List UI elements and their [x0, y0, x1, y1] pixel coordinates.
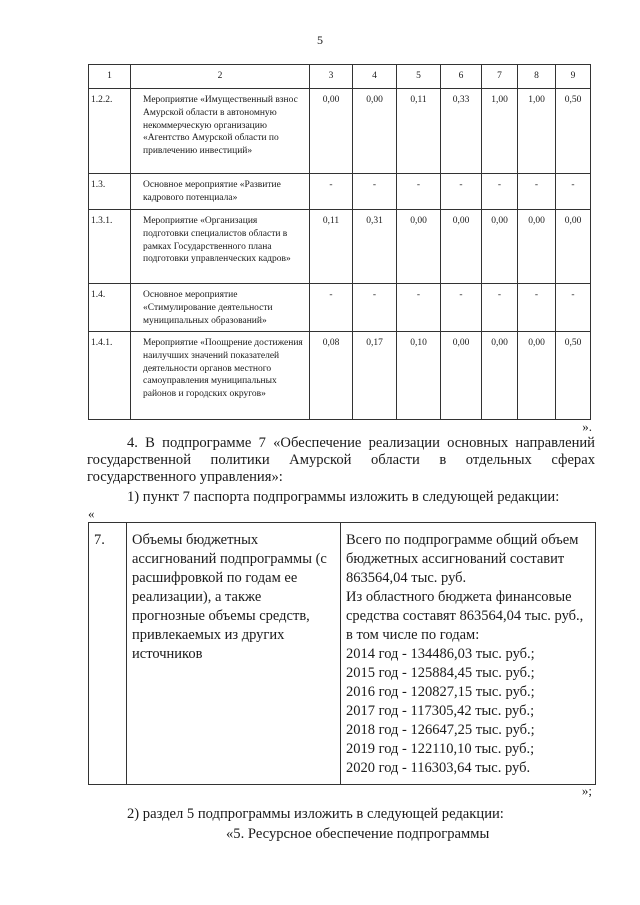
value-cell: - [310, 174, 353, 210]
row-name: Мероприятие «Поощрение достижения наилучших значений показателей деятельности органов местного самоуправления муниципальных районов и городских округов» [131, 332, 310, 420]
indicators-table [88, 64, 591, 420]
page-number: 5 [317, 33, 323, 47]
value-cell: 1,00 [518, 89, 556, 174]
row-code: 1.4. [89, 284, 131, 332]
value-cell: 0,11 [310, 210, 353, 284]
header-cell: 9 [556, 65, 591, 89]
year-line: 2018 год - 126647,25 тыс. руб.; [346, 722, 535, 738]
value-cell: 0,00 [353, 89, 397, 174]
paragraph-subprogram-7: 4. В подпрограмме 7 «Обеспечение реализации основных направлений государственной политики Амурской области в отдельных сферах государственного управления»: [87, 435, 595, 485]
row-name: Мероприятие «Организация подготовки специалистов области в рамках Государственного плана подготовки управленческих кадров» [131, 210, 310, 284]
passport-table [88, 522, 596, 785]
value-cell: - [441, 174, 482, 210]
row-name: Основное мероприятие «Развитие кадрового потенциала» [131, 174, 310, 210]
year-line: 2019 год - 122110,10 тыс. руб.; [346, 741, 535, 757]
value-cell: 0,31 [353, 210, 397, 284]
value-cell: 0,17 [353, 332, 397, 420]
value-cell: - [482, 284, 518, 332]
regional-budget-text: Из областного бюджета финансовые средства составят 863564,04 тыс. руб., в том числе по годам: [346, 589, 584, 643]
value-cell: - [556, 284, 591, 332]
header-cell: 3 [310, 65, 353, 89]
table-header-row [89, 65, 591, 89]
row-name: Основное мероприятие «Стимулирование деятельности муниципальных образований» [131, 284, 310, 332]
value-cell: 0,00 [518, 332, 556, 420]
year-line: 2015 год - 125884,45 тыс. руб.; [346, 665, 535, 681]
section-5-heading: «5. Ресурсное обеспечение подпрограммы [226, 826, 490, 842]
value-cell: - [310, 284, 353, 332]
value-cell: - [518, 174, 556, 210]
value-cell: 0,08 [310, 332, 353, 420]
year-line: 2016 год - 120827,15 тыс. руб.; [346, 684, 535, 700]
closing-quote: ». [582, 419, 592, 434]
value-cell: 0,33 [441, 89, 482, 174]
header-cell: 8 [518, 65, 556, 89]
value-cell: - [353, 174, 397, 210]
value-cell: 0,00 [310, 89, 353, 174]
year-line: 2020 год - 116303,64 тыс. руб. [346, 760, 531, 776]
value-cell: 0,10 [397, 332, 441, 420]
header-cell: 5 [397, 65, 441, 89]
value-cell: 0,00 [482, 332, 518, 420]
paragraph-item-2: 2) раздел 5 подпрограммы изложить в следующей редакции: [127, 806, 504, 822]
row-name: Мероприятие «Имущественный взнос Амурской области в автономную некоммерческую организацию «Агентство Амурской области по привлечению инвестиций» [131, 89, 310, 174]
year-line: 2014 год - 134486,03 тыс. руб.; [346, 646, 535, 662]
value-cell: 0,00 [518, 210, 556, 284]
value-cell: 1,00 [482, 89, 518, 174]
value-cell: 0,00 [397, 210, 441, 284]
value-cell: - [397, 174, 441, 210]
value-cell: 0,11 [397, 89, 441, 174]
header-cell: 1 [89, 65, 131, 89]
header-cell: 4 [353, 65, 397, 89]
opening-quote: « [88, 506, 95, 521]
value-cell: - [556, 174, 591, 210]
row-code: 1.3.1. [89, 210, 131, 284]
item-content [341, 523, 596, 785]
value-cell: 0,00 [441, 332, 482, 420]
value-cell: 0,50 [556, 89, 591, 174]
value-cell: - [518, 284, 556, 332]
value-cell: - [353, 284, 397, 332]
header-cell: 6 [441, 65, 482, 89]
header-cell: 2 [131, 65, 310, 89]
value-cell: 0,00 [441, 210, 482, 284]
total-budget-text: Всего по подпрограмме общий объем бюджетных ассигнований составит 863564,04 тыс. руб. [346, 532, 579, 586]
value-cell: - [441, 284, 482, 332]
table-row [89, 89, 591, 174]
year-line: 2017 год - 117305,42 тыс. руб.; [346, 703, 535, 719]
header-cell: 7 [482, 65, 518, 89]
table-row [89, 332, 591, 420]
value-cell: 0,50 [556, 332, 591, 420]
item-number: 7. [89, 523, 127, 785]
table-row [89, 174, 591, 210]
table-row [89, 210, 591, 284]
table-row [89, 284, 591, 332]
row-code: 1.2.2. [89, 89, 131, 174]
value-cell: - [397, 284, 441, 332]
row-code: 1.3. [89, 174, 131, 210]
value-cell: 0,00 [556, 210, 591, 284]
closing-quote: »; [581, 783, 592, 798]
paragraph-item-1: 1) пункт 7 паспорта подпрограммы изложить в следующей редакции: [127, 489, 560, 505]
table-row [89, 523, 596, 785]
value-cell: 0,00 [482, 210, 518, 284]
value-cell: - [482, 174, 518, 210]
row-code: 1.4.1. [89, 332, 131, 420]
item-label: Объемы бюджетных ассигнований подпрограммы (с расшифровкой по годам ее реализации), а также прогнозные объемы средств, привлекаемых из других источников [127, 523, 341, 785]
